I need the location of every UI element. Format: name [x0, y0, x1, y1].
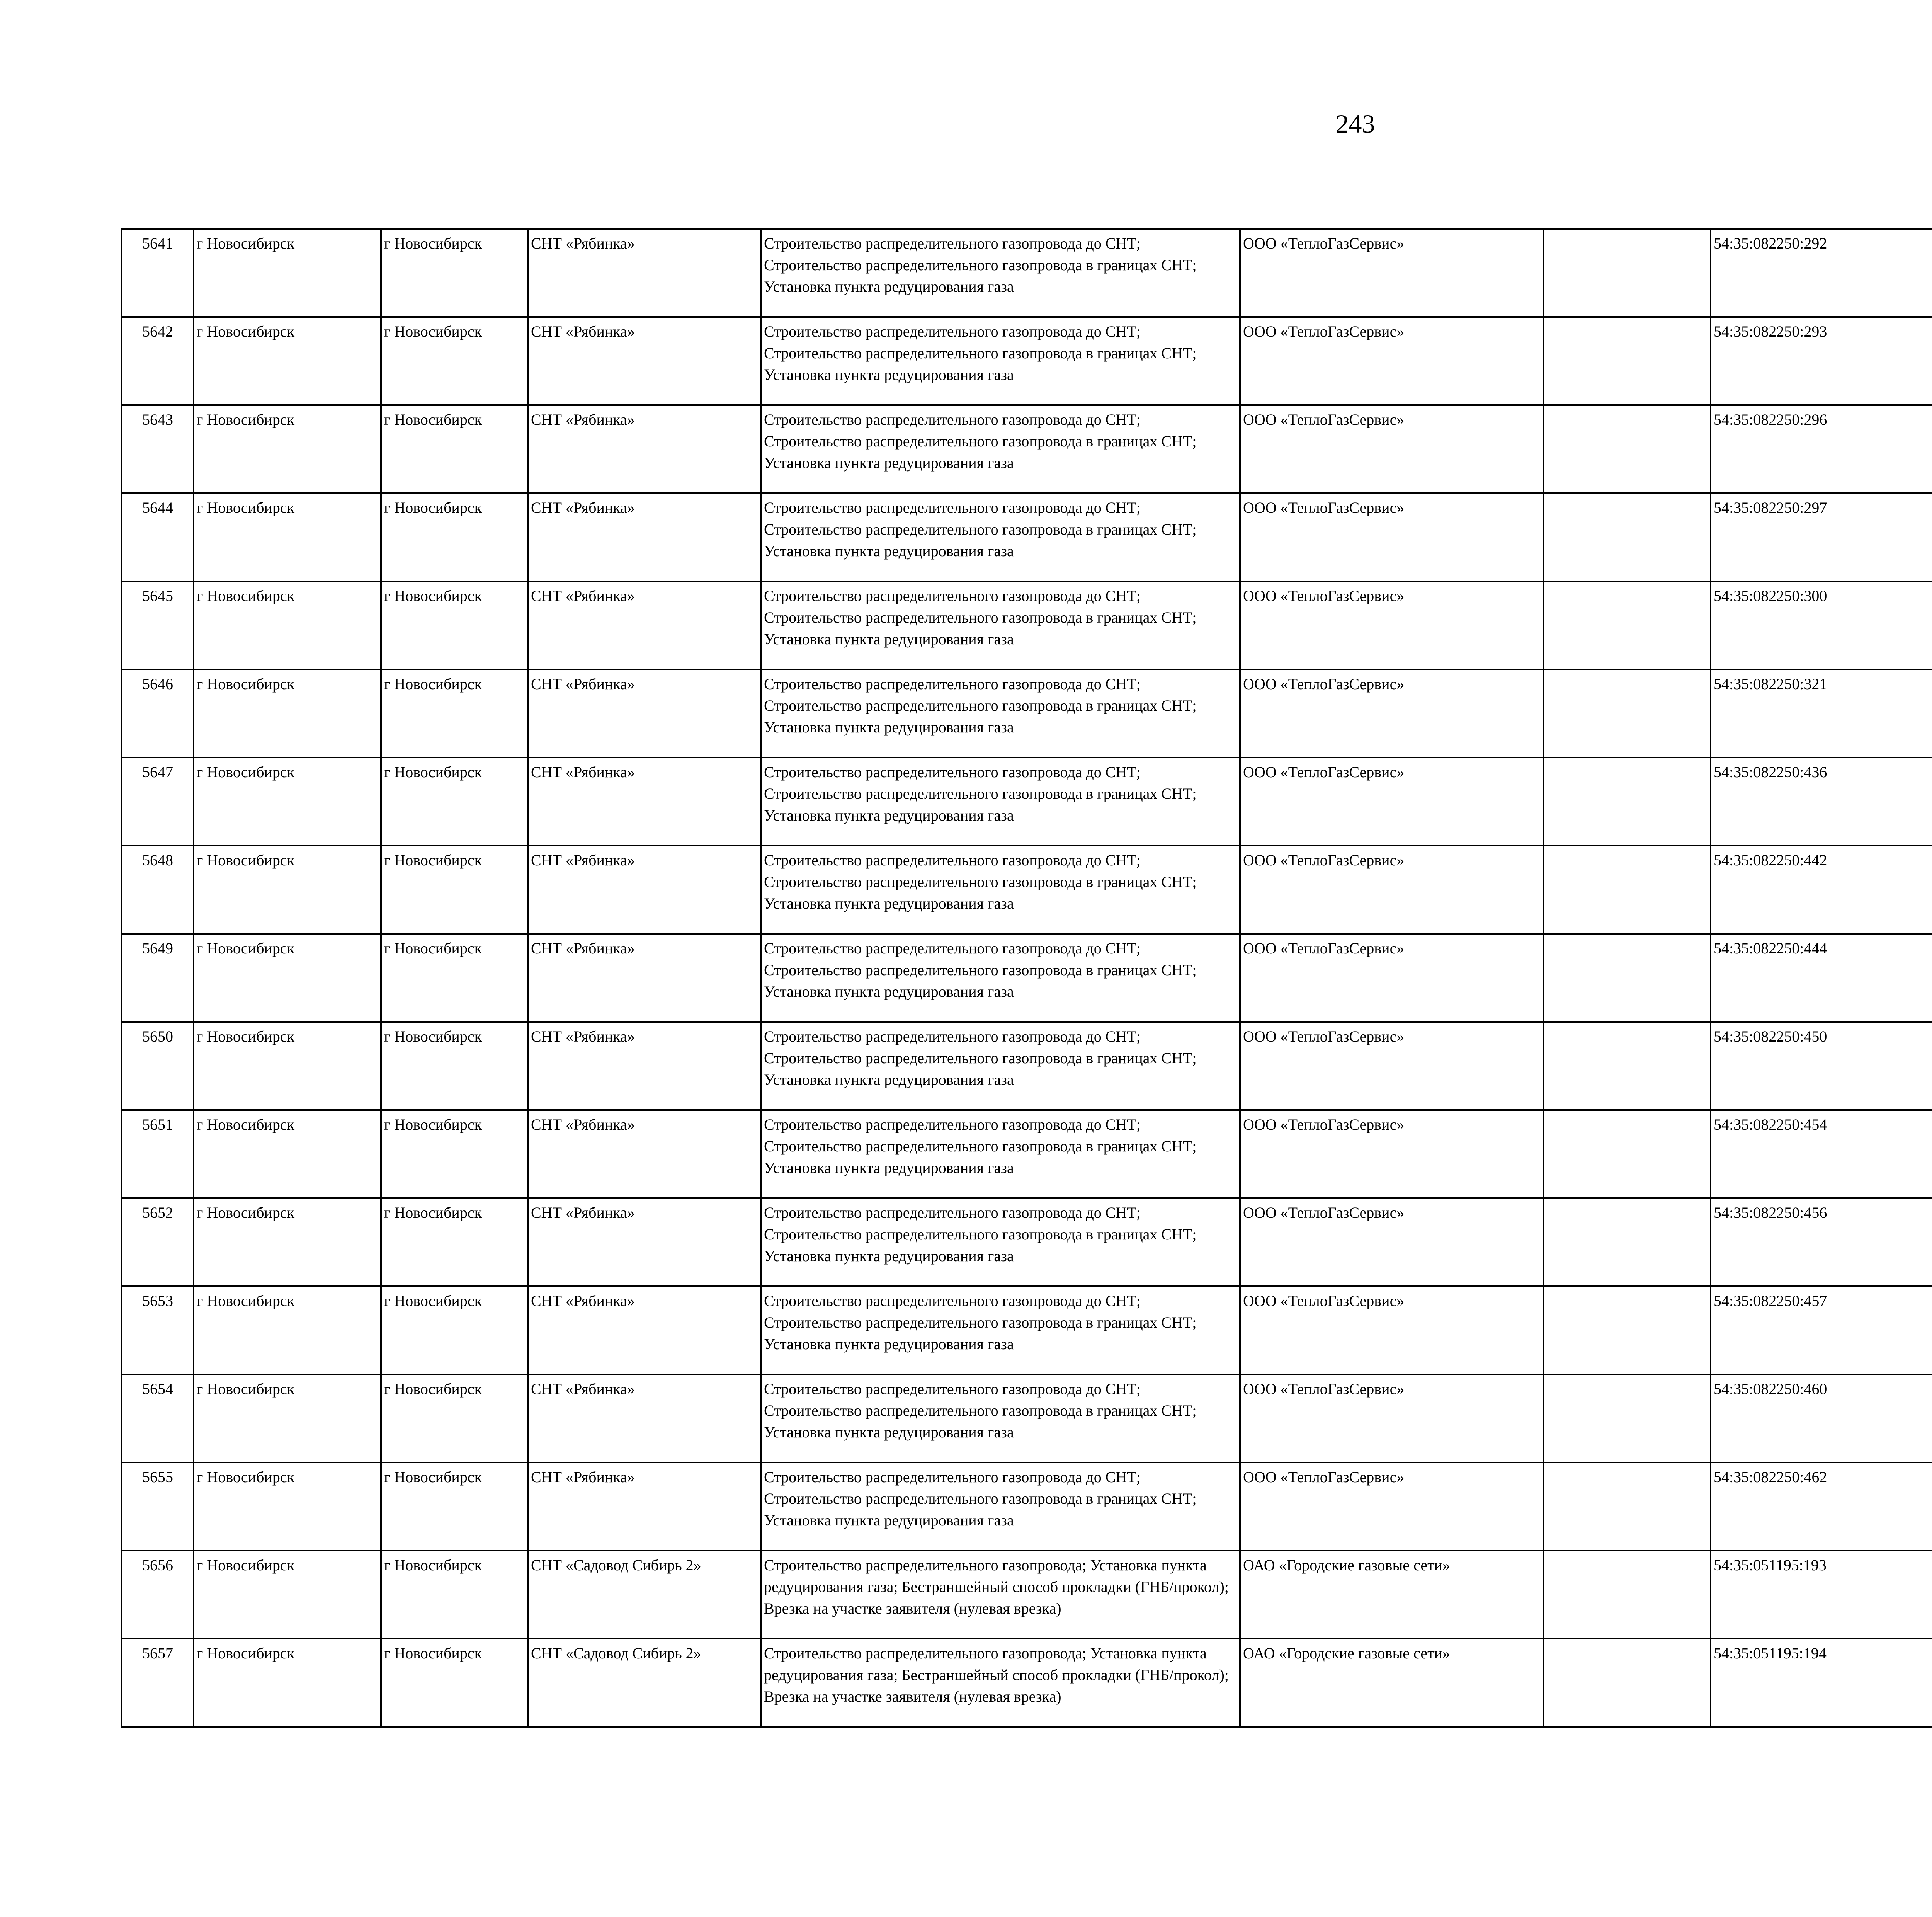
table-row: [122, 669, 1932, 758]
empty-cell: [1544, 669, 1711, 758]
object-name-cell: СНТ «Рябинка»: [528, 405, 761, 493]
empty-cell: [1544, 1198, 1711, 1286]
district-cell: г Новосибирск: [194, 758, 381, 846]
page-number: 243: [1335, 109, 1375, 138]
empty-cell: [1544, 317, 1711, 405]
row-number-cell: 5657: [122, 1639, 194, 1727]
empty-cell: [1544, 229, 1711, 317]
settlement-cell: г Новосибирск: [381, 1462, 528, 1551]
cadastral-number-cell: 54:35:082250:456: [1711, 1198, 1932, 1286]
district-cell: г Новосибирск: [194, 934, 381, 1022]
cadastral-number-cell: 54:35:082250:296: [1711, 405, 1932, 493]
works-description-cell: Строительство распределительного газопровода до СНТ; Строительство распределительного газопровода в границах СНТ; Установка пункта редуцирования газа: [761, 669, 1240, 758]
cadastral-number-cell: 54:35:082250:444: [1711, 934, 1932, 1022]
empty-cell: [1544, 846, 1711, 934]
organization-cell: ООО «ТеплоГазСервис»: [1240, 669, 1544, 758]
organization-cell: ООО «ТеплоГазСервис»: [1240, 493, 1544, 581]
table-row: [122, 1462, 1932, 1551]
cadastral-number-cell: 54:35:082250:436: [1711, 758, 1932, 846]
table-row: [122, 317, 1932, 405]
empty-cell: [1544, 934, 1711, 1022]
row-number-cell: 5655: [122, 1462, 194, 1551]
empty-cell: [1544, 1022, 1711, 1110]
cadastral-number-cell: 54:35:082250:293: [1711, 317, 1932, 405]
district-cell: г Новосибирск: [194, 405, 381, 493]
empty-cell: [1544, 758, 1711, 846]
object-name-cell: СНТ «Рябинка»: [528, 493, 761, 581]
cadastral-number-cell: 54:35:082250:457: [1711, 1286, 1932, 1374]
organization-cell: ООО «ТеплоГазСервис»: [1240, 1462, 1544, 1551]
table-row: [122, 581, 1932, 669]
works-description-cell: Строительство распределительного газопровода до СНТ; Строительство распределительного газопровода в границах СНТ; Установка пункта редуцирования газа: [761, 1022, 1240, 1110]
settlement-cell: г Новосибирск: [381, 669, 528, 758]
settlement-cell: г Новосибирск: [381, 1022, 528, 1110]
works-description-cell: Строительство распределительного газопровода; Установка пункта редуцирования газа; Бестраншейный способ прокладки (ГНБ/прокол); Врезка на участке заявителя (нулевая врезка): [761, 1551, 1240, 1639]
row-number-cell: 5652: [122, 1198, 194, 1286]
empty-cell: [1544, 1110, 1711, 1198]
works-description-cell: Строительство распределительного газопровода до СНТ; Строительство распределительного газопровода в границах СНТ; Установка пункта редуцирования газа: [761, 1462, 1240, 1551]
row-number-cell: 5647: [122, 758, 194, 846]
district-cell: г Новосибирск: [194, 1374, 381, 1462]
gasification-table: [121, 228, 1932, 1728]
district-cell: г Новосибирск: [194, 1286, 381, 1374]
organization-cell: ООО «ТеплоГазСервис»: [1240, 317, 1544, 405]
object-name-cell: СНТ «Рябинка»: [528, 934, 761, 1022]
district-cell: г Новосибирск: [194, 1198, 381, 1286]
row-number-cell: 5645: [122, 581, 194, 669]
district-cell: г Новосибирск: [194, 1551, 381, 1639]
object-name-cell: СНТ «Рябинка»: [528, 846, 761, 934]
cadastral-number-cell: 54:35:082250:321: [1711, 669, 1932, 758]
settlement-cell: г Новосибирск: [381, 1374, 528, 1462]
district-cell: г Новосибирск: [194, 317, 381, 405]
empty-cell: [1544, 581, 1711, 669]
table-body: [122, 229, 1932, 1727]
organization-cell: ОАО «Городские газовые сети»: [1240, 1639, 1544, 1727]
object-name-cell: СНТ «Рябинка»: [528, 1462, 761, 1551]
organization-cell: ООО «ТеплоГазСервис»: [1240, 581, 1544, 669]
settlement-cell: г Новосибирск: [381, 1551, 528, 1639]
works-description-cell: Строительство распределительного газопровода до СНТ; Строительство распределительного газопровода в границах СНТ; Установка пункта редуцирования газа: [761, 1198, 1240, 1286]
object-name-cell: СНТ «Рябинка»: [528, 1286, 761, 1374]
district-cell: г Новосибирск: [194, 846, 381, 934]
table-row: [122, 229, 1932, 317]
works-description-cell: Строительство распределительного газопровода до СНТ; Строительство распределительного газопровода в границах СНТ; Установка пункта редуцирования газа: [761, 1286, 1240, 1374]
empty-cell: [1544, 1374, 1711, 1462]
works-description-cell: Строительство распределительного газопровода до СНТ; Строительство распределительного газопровода в границах СНТ; Установка пункта редуцирования газа: [761, 1374, 1240, 1462]
organization-cell: ООО «ТеплоГазСервис»: [1240, 1286, 1544, 1374]
row-number-cell: 5642: [122, 317, 194, 405]
cadastral-number-cell: 54:35:051195:194: [1711, 1639, 1932, 1727]
settlement-cell: г Новосибирск: [381, 846, 528, 934]
table-row: [122, 1286, 1932, 1374]
table-row: [122, 1198, 1932, 1286]
settlement-cell: г Новосибирск: [381, 581, 528, 669]
settlement-cell: г Новосибирск: [381, 934, 528, 1022]
table-row: [122, 1639, 1932, 1727]
empty-cell: [1544, 405, 1711, 493]
works-description-cell: Строительство распределительного газопровода; Установка пункта редуцирования газа; Бестраншейный способ прокладки (ГНБ/прокол); Врезка на участке заявителя (нулевая врезка): [761, 1639, 1240, 1727]
empty-cell: [1544, 1462, 1711, 1551]
object-name-cell: СНТ «Рябинка»: [528, 669, 761, 758]
table-row: [122, 405, 1932, 493]
object-name-cell: СНТ «Рябинка»: [528, 1198, 761, 1286]
table-row: [122, 1551, 1932, 1639]
cadastral-number-cell: 54:35:082250:297: [1711, 493, 1932, 581]
row-number-cell: 5643: [122, 405, 194, 493]
table-row: [122, 758, 1932, 846]
works-description-cell: Строительство распределительного газопровода до СНТ; Строительство распределительного газопровода в границах СНТ; Установка пункта редуцирования газа: [761, 229, 1240, 317]
empty-cell: [1544, 1286, 1711, 1374]
table-row: [122, 1110, 1932, 1198]
works-description-cell: Строительство распределительного газопровода до СНТ; Строительство распределительного газопровода в границах СНТ; Установка пункта редуцирования газа: [761, 405, 1240, 493]
object-name-cell: СНТ «Рябинка»: [528, 581, 761, 669]
district-cell: г Новосибирск: [194, 229, 381, 317]
table-row: [122, 493, 1932, 581]
organization-cell: ООО «ТеплоГазСервис»: [1240, 405, 1544, 493]
row-number-cell: 5653: [122, 1286, 194, 1374]
settlement-cell: г Новосибирск: [381, 317, 528, 405]
organization-cell: ООО «ТеплоГазСервис»: [1240, 1110, 1544, 1198]
row-number-cell: 5654: [122, 1374, 194, 1462]
table-row: [122, 934, 1932, 1022]
district-cell: г Новосибирск: [194, 1110, 381, 1198]
works-description-cell: Строительство распределительного газопровода до СНТ; Строительство распределительного газопровода в границах СНТ; Установка пункта редуцирования газа: [761, 493, 1240, 581]
district-cell: г Новосибирск: [194, 1022, 381, 1110]
object-name-cell: СНТ «Рябинка»: [528, 1022, 761, 1110]
organization-cell: ООО «ТеплоГазСервис»: [1240, 758, 1544, 846]
object-name-cell: СНТ «Рябинка»: [528, 229, 761, 317]
row-number-cell: 5641: [122, 229, 194, 317]
row-number-cell: 5651: [122, 1110, 194, 1198]
settlement-cell: г Новосибирск: [381, 1286, 528, 1374]
works-description-cell: Строительство распределительного газопровода до СНТ; Строительство распределительного газопровода в границах СНТ; Установка пункта редуцирования газа: [761, 317, 1240, 405]
row-number-cell: 5649: [122, 934, 194, 1022]
district-cell: г Новосибирск: [194, 493, 381, 581]
empty-cell: [1544, 1551, 1711, 1639]
settlement-cell: г Новосибирск: [381, 1198, 528, 1286]
table-row: [122, 846, 1932, 934]
organization-cell: ОАО «Городские газовые сети»: [1240, 1551, 1544, 1639]
cadastral-number-cell: 54:35:082250:454: [1711, 1110, 1932, 1198]
district-cell: г Новосибирск: [194, 581, 381, 669]
works-description-cell: Строительство распределительного газопровода до СНТ; Строительство распределительного газопровода в границах СНТ; Установка пункта редуцирования газа: [761, 934, 1240, 1022]
empty-cell: [1544, 493, 1711, 581]
table-row: [122, 1022, 1932, 1110]
cadastral-number-cell: 54:35:082250:292: [1711, 229, 1932, 317]
row-number-cell: 5648: [122, 846, 194, 934]
works-description-cell: Строительство распределительного газопровода до СНТ; Строительство распределительного газопровода в границах СНТ; Установка пункта редуцирования газа: [761, 581, 1240, 669]
settlement-cell: г Новосибирск: [381, 758, 528, 846]
organization-cell: ООО «ТеплоГазСервис»: [1240, 1374, 1544, 1462]
works-description-cell: Строительство распределительного газопровода до СНТ; Строительство распределительного газопровода в границах СНТ; Установка пункта редуцирования газа: [761, 758, 1240, 846]
object-name-cell: СНТ «Садовод Сибирь 2»: [528, 1639, 761, 1727]
cadastral-number-cell: 54:35:082250:462: [1711, 1462, 1932, 1551]
works-description-cell: Строительство распределительного газопровода до СНТ; Строительство распределительного газопровода в границах СНТ; Установка пункта редуцирования газа: [761, 846, 1240, 934]
row-number-cell: 5646: [122, 669, 194, 758]
cadastral-number-cell: 54:35:082250:442: [1711, 846, 1932, 934]
settlement-cell: г Новосибирск: [381, 493, 528, 581]
district-cell: г Новосибирск: [194, 1639, 381, 1727]
object-name-cell: СНТ «Рябинка»: [528, 317, 761, 405]
row-number-cell: 5650: [122, 1022, 194, 1110]
object-name-cell: СНТ «Рябинка»: [528, 1374, 761, 1462]
district-cell: г Новосибирск: [194, 1462, 381, 1551]
organization-cell: ООО «ТеплоГазСервис»: [1240, 1022, 1544, 1110]
organization-cell: ООО «ТеплоГазСервис»: [1240, 1198, 1544, 1286]
table-row: [122, 1374, 1932, 1462]
object-name-cell: СНТ «Садовод Сибирь 2»: [528, 1551, 761, 1639]
organization-cell: ООО «ТеплоГазСервис»: [1240, 229, 1544, 317]
object-name-cell: СНТ «Рябинка»: [528, 758, 761, 846]
settlement-cell: г Новосибирск: [381, 229, 528, 317]
district-cell: г Новосибирск: [194, 669, 381, 758]
organization-cell: ООО «ТеплоГазСервис»: [1240, 934, 1544, 1022]
settlement-cell: г Новосибирск: [381, 1639, 528, 1727]
organization-cell: ООО «ТеплоГазСервис»: [1240, 846, 1544, 934]
empty-cell: [1544, 1639, 1711, 1727]
cadastral-number-cell: 54:35:082250:450: [1711, 1022, 1932, 1110]
works-description-cell: Строительство распределительного газопровода до СНТ; Строительство распределительного газопровода в границах СНТ; Установка пункта редуцирования газа: [761, 1110, 1240, 1198]
cadastral-number-cell: 54:35:082250:460: [1711, 1374, 1932, 1462]
cadastral-number-cell: 54:35:082250:300: [1711, 581, 1932, 669]
row-number-cell: 5656: [122, 1551, 194, 1639]
row-number-cell: 5644: [122, 493, 194, 581]
object-name-cell: СНТ «Рябинка»: [528, 1110, 761, 1198]
settlement-cell: г Новосибирск: [381, 405, 528, 493]
settlement-cell: г Новосибирск: [381, 1110, 528, 1198]
cadastral-number-cell: 54:35:051195:193: [1711, 1551, 1932, 1639]
